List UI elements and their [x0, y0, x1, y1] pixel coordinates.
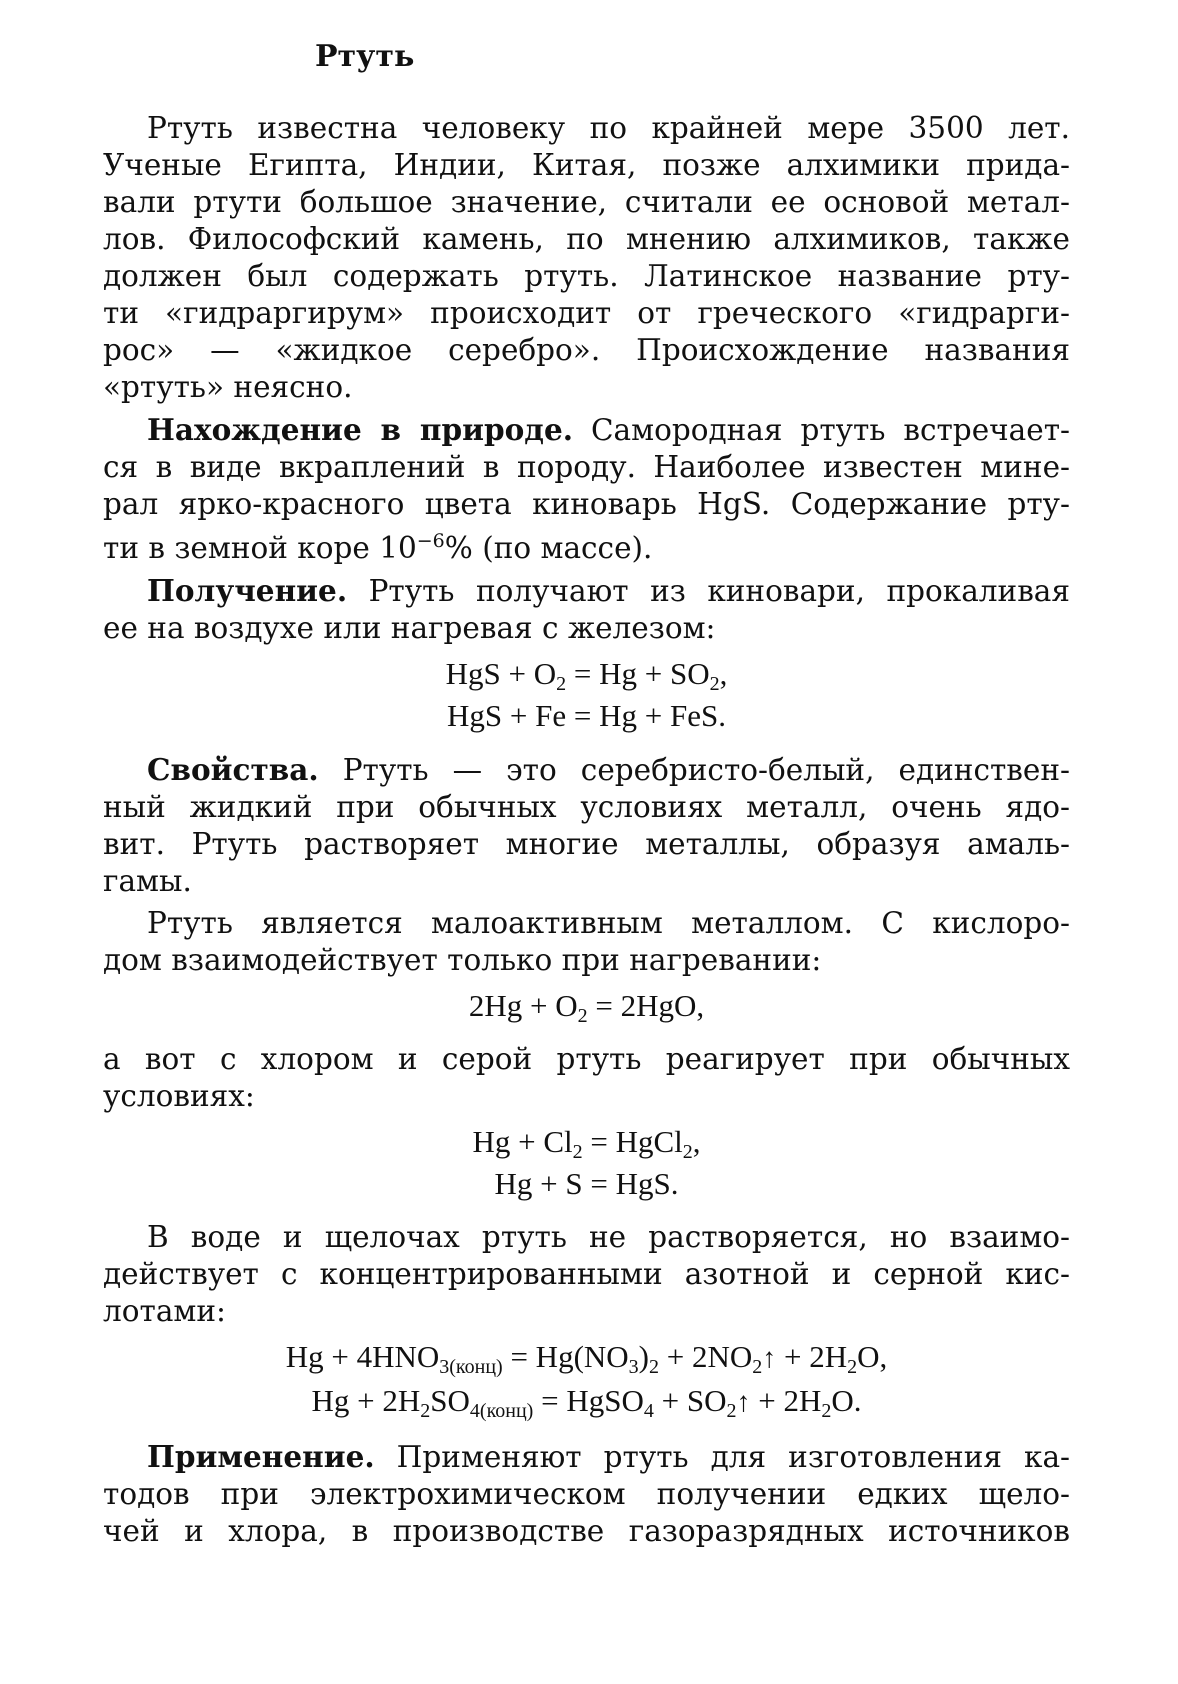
eq-sub: 3(конц)	[439, 1355, 503, 1378]
eq-part: + 2NO	[659, 1338, 753, 1374]
eq-part: + 2H	[750, 1382, 822, 1418]
text-line: действует с концентрированными азотной и серной кис-	[103, 1256, 1070, 1291]
eq-part: HgS + O	[445, 655, 557, 691]
text-span: Ртуть — это серебристо-белый, единствен-	[318, 752, 1070, 787]
equation	[103, 1380, 1070, 1424]
eq-part: ,	[692, 1123, 701, 1159]
obtain-paragraph	[103, 572, 1070, 647]
section-heading: Применение.	[147, 1438, 375, 1474]
section-heading: Нахождение в природе.	[147, 412, 574, 447]
low-activity-paragraph	[103, 905, 1070, 979]
eq-part: O.	[831, 1382, 862, 1418]
equation	[103, 653, 1070, 695]
text-span: % (по массе).	[444, 530, 653, 565]
eq-sub: 3	[628, 1355, 639, 1378]
eq-sub: 2	[649, 1355, 659, 1378]
eq-part: = Hg + SO	[566, 655, 710, 691]
page-title: Ртуть	[315, 39, 415, 74]
equation: HgS + Fe = Hg + FeS.	[447, 697, 726, 733]
eq-sub: 2	[821, 1399, 832, 1422]
text-line	[103, 572, 1070, 610]
eq-sub: 4(конц)	[469, 1399, 534, 1422]
application-paragraph	[103, 1438, 1070, 1550]
equation: Hg + S = HgS.	[494, 1165, 679, 1201]
eq-part: = Hg(NO	[502, 1338, 629, 1374]
text-line: Ртуть известна человеку по крайней мере 3500 лет.	[147, 111, 1070, 145]
intro-paragraph	[103, 110, 1070, 406]
eq-sub: 2	[556, 672, 567, 695]
text-line: тодов при электрохимическом получении едких щело-	[103, 1476, 1070, 1511]
text-span: Ртуть получают из киновари, прокаливая	[347, 573, 1070, 608]
text-line: В воде и щелочах ртуть не растворяется, но взаимо-	[147, 1219, 1070, 1254]
text-line	[103, 1438, 1070, 1476]
text-line: лотами:	[103, 1293, 226, 1328]
eq-part: = HgSO	[533, 1382, 644, 1418]
text-line: лов. Философский камень, по мнению алхимиков, также	[103, 222, 1070, 256]
eq-part: + 2H	[776, 1338, 848, 1374]
text-line: рал ярко-красного цвета киноварь HgS. Содержание рту-	[103, 487, 1070, 521]
equation-block	[103, 653, 1070, 737]
text-line: чей и хлора, в производстве газоразрядных источников	[103, 1513, 1070, 1548]
text-line: а вот с хлором и серой ртуть реагирует при обычных	[103, 1041, 1070, 1076]
text-line: ный жидкий при обычных условиях металл, очень ядо-	[103, 789, 1070, 824]
exponent: −6	[416, 530, 445, 552]
text-line: ти «гидраргирум» происходит от греческого «гидрарги-	[103, 296, 1070, 330]
text-span: ти в земной коре 10	[103, 530, 417, 565]
text-line	[103, 523, 1070, 567]
eq-part: = 2HgO,	[587, 987, 705, 1023]
water-paragraph	[103, 1219, 1070, 1330]
text-line: «ртуть» неясно.	[103, 370, 353, 404]
eq-part: Hg + Cl	[472, 1123, 573, 1159]
eq-part: Hg + 4HNO	[285, 1338, 440, 1374]
text-line: ся в виде вкраплений в породу. Наиболее известен мине-	[103, 450, 1070, 484]
text-line	[103, 411, 1070, 449]
text-line: рос» — «жидкое серебро». Происхождение названия	[103, 333, 1070, 367]
text-span: Применяют ртуть для изготовления ка-	[374, 1439, 1070, 1474]
eq-sub: 2	[847, 1355, 858, 1378]
eq-part: = HgCl	[582, 1123, 683, 1159]
eq-sub: 2	[726, 1399, 737, 1422]
up-arrow-icon: ↑	[762, 1342, 777, 1374]
eq-part: ,	[719, 655, 728, 691]
properties-paragraph	[103, 751, 1070, 900]
eq-part: )	[638, 1338, 649, 1374]
text-line: условиях:	[103, 1078, 255, 1113]
eq-sub: 2	[709, 672, 720, 695]
eq-part: O,	[857, 1338, 888, 1374]
text-line: должен был содержать ртуть. Латинское название рту-	[103, 259, 1070, 293]
text-line: Ртуть является малоактивным металлом. С кислоро-	[147, 905, 1070, 940]
section-heading: Получение.	[147, 572, 348, 608]
eq-sub: 4	[643, 1399, 654, 1422]
equation-block	[103, 1121, 1070, 1205]
eq-part: 2Hg + O	[468, 987, 578, 1023]
nature-paragraph	[103, 411, 1070, 567]
eq-part: SO	[430, 1382, 470, 1418]
eq-sub: 2	[420, 1399, 431, 1422]
section-heading: Свойства.	[147, 751, 319, 787]
text-line: Ученые Египта, Индии, Китая, позже алхимики прида-	[103, 148, 1070, 182]
eq-sub: 2	[682, 1140, 693, 1163]
text-line	[103, 751, 1070, 789]
equation-block	[103, 985, 1070, 1027]
text-line: гамы.	[103, 863, 192, 898]
text-line: вит. Ртуть растворяет многие металлы, образуя амаль-	[103, 826, 1070, 861]
eq-sub: 2	[572, 1140, 583, 1163]
equation-block	[103, 1336, 1070, 1424]
eq-part: + SO	[653, 1382, 727, 1418]
up-arrow-icon: ↑	[736, 1386, 751, 1418]
equation	[103, 1336, 1070, 1380]
eq-sub: 2	[577, 1004, 588, 1027]
page	[103, 32, 1070, 1550]
equation	[103, 985, 1070, 1027]
text-line: ее на воздухе или нагревая с железом:	[103, 610, 716, 645]
chlorine-paragraph	[103, 1041, 1070, 1115]
text-line: вали ртути большое значение, считали ее основой метал-	[103, 185, 1070, 219]
eq-part: Hg + 2H	[311, 1382, 421, 1418]
eq-sub: 2	[752, 1355, 763, 1378]
text-span: Самородная ртуть встречает-	[573, 413, 1070, 447]
equation	[103, 1121, 1070, 1163]
text-line: дом взаимодействует только при нагревании:	[103, 942, 822, 977]
